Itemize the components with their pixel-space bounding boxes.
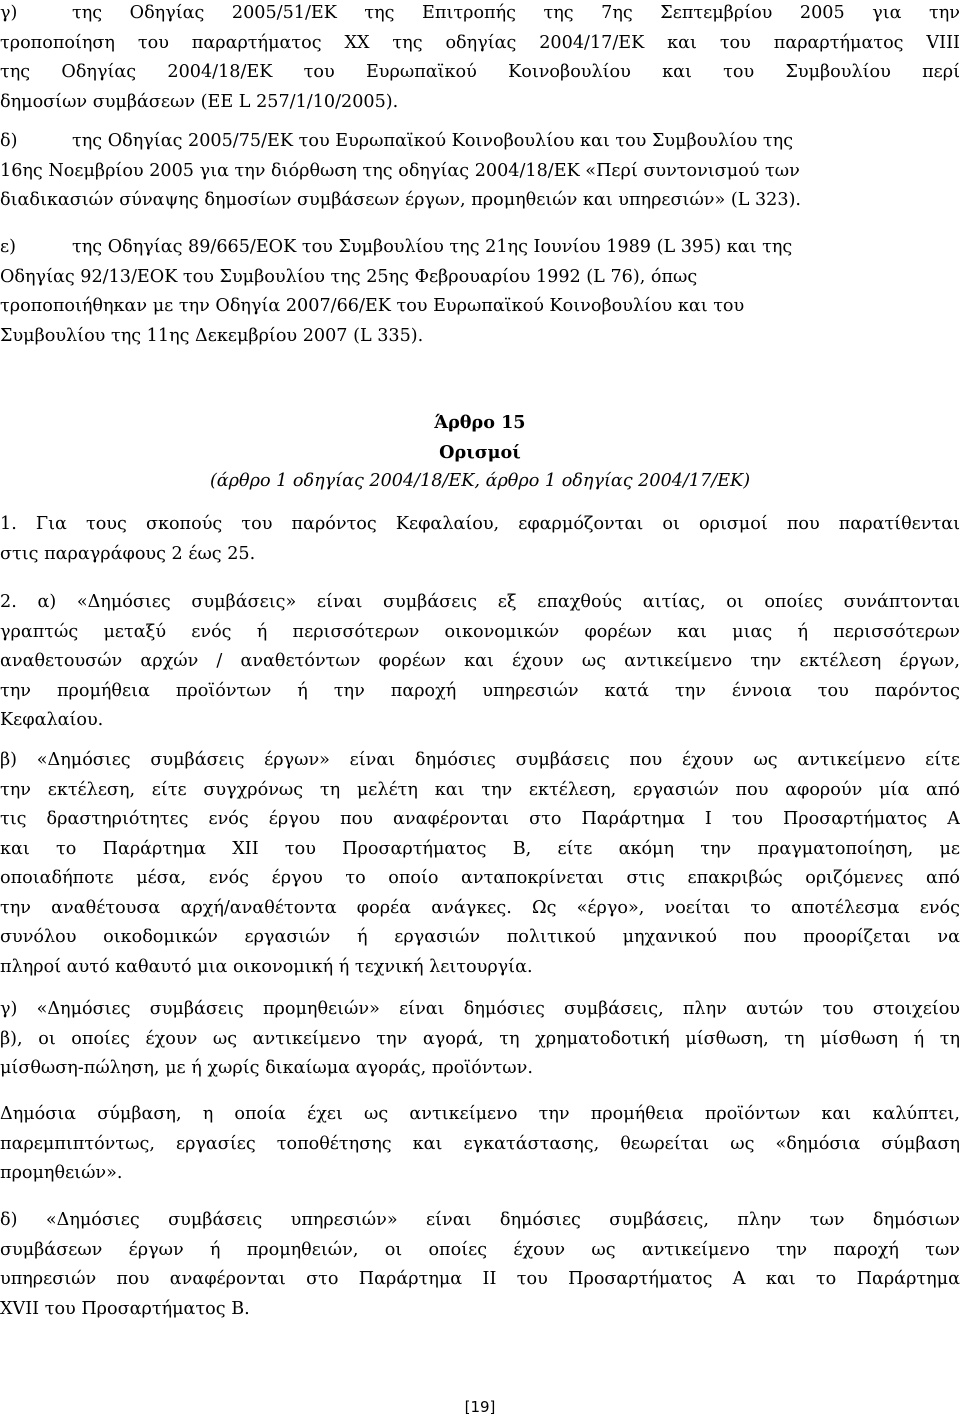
item-label: γ) — [0, 3, 18, 23]
text-line: γραπτώς μεταξύ ενός ή περισσότερων οικονομικών φορέων και μιας ή περισσότερων — [0, 621, 960, 642]
article-heading — [0, 408, 960, 497]
text-line: τροποποίηση του παραρτήματος XX της οδηγίας 2004/17/ΕΚ και του παραρτήματος VIII — [0, 32, 960, 53]
text-line: τις δραστηριότητες ενός έργου που αναφέρονται στο Παράρτημα I του Προσαρτήματος Α — [0, 809, 960, 829]
text-line: διαδικασιών σύναψης δημοσίων συμβάσεων έργων, προμηθειών και υπηρεσιών» (L 323). — [0, 190, 802, 210]
text-line: δ) της Οδηγίας 2005/75/ΕΚ του Ευρωπαϊκού Κοινοβουλίου και του Συμβουλίου της — [0, 127, 960, 157]
list-item-g — [0, 0, 960, 117]
text-line: παρεμπιπτόντως, εργασίες τοποθέτησης και εγκατάστασης, θεωρείται ως «δημόσια σύμβαση — [0, 1133, 960, 1154]
text-line: στις παραγράφους 2 έως 25. — [0, 543, 256, 564]
paragraph-2c-note — [0, 1100, 960, 1189]
text-line: Οδηγίας 92/13/ΕΟΚ του Συμβουλίου της 25ης Φεβρουαρίου 1992 (L 76), όπως — [0, 266, 698, 287]
text-line: αναθετουσών αρχών / αναθετόντων φορέων και έχουν ως αντικείμενο την εκτέλεση έργων, — [0, 651, 960, 671]
article-number: Άρθρο 15 — [434, 412, 526, 433]
text-line: 1. Για τους σκοπούς του παρόντος Κεφαλαίου, εφαρμόζονται οι ορισμοί που παρατίθενται — [0, 514, 960, 534]
paragraph-2a — [0, 588, 960, 736]
paragraph-2d — [0, 1206, 960, 1324]
text-line: Κεφαλαίου. — [0, 710, 104, 730]
article-reference: (άρθρο 1 οδηγίας 2004/18/ΕΚ, άρθρο 1 οδηγίας 2004/17/ΕΚ) — [209, 471, 751, 491]
text-line: υπηρεσιών που αναφέρονται στο Παράρτημα II του Προσαρτήματος Α και το Παράρτημα — [0, 1269, 960, 1289]
text-line: οποιαδήποτε μέσα, ενός έργου το οποίο ανταποκρίνεται στις επακριβώς οριζόμενες από — [0, 868, 960, 888]
text-line: γ) της Οδηγίας 2005/51/ΕΚ της Επιτροπής της 7ης Σεπτεμβρίου 2005 για την — [0, 0, 960, 29]
item-label: ε) — [0, 237, 16, 257]
item-label: δ) — [0, 131, 18, 151]
text-line: προμηθειών». — [0, 1163, 123, 1183]
text-line: της Οδηγίας 2004/18/ΕΚ του Ευρωπαϊκού Κοινοβουλίου και του Συμβουλίου περί — [0, 62, 960, 82]
text-line: τροποποιήθηκαν με την Οδηγία 2007/66/ΕΚ του Ευρωπαϊκού Κοινοβουλίου και του — [0, 296, 745, 316]
paragraph-1 — [0, 510, 960, 569]
list-item-d — [0, 127, 960, 216]
text-line: συμβάσεων έργων ή προμηθειών, οι οποίες έχουν ως αντικείμενο την παροχή των — [0, 1239, 960, 1260]
text-line: β) «Δημόσιες συμβάσεις έργων» είναι δημόσιες συμβάσεις που έχουν ως αντικείμενο είτε — [0, 750, 960, 770]
text-line: και το Παράρτημα XII του Προσαρτήματος Β, είτε ακόμη την πραγματοποίηση, με — [0, 838, 960, 859]
paragraph-2c — [0, 995, 960, 1084]
text-line: 16ης Νοεμβρίου 2005 για την διόρθωση της οδηγίας 2004/18/ΕΚ «Περί συντονισμού των — [0, 160, 800, 181]
text-line: συνόλου οικοδομικών εργασιών ή εργασιών πολιτικού μηχανικού που προορίζεται να — [0, 927, 960, 947]
list-item-e — [0, 233, 960, 351]
text-line: ε) της Οδηγίας 89/665/ΕΟΚ του Συμβουλίου της 21ης Ιουνίου 1989 (L 395) και της — [0, 233, 960, 263]
paragraph-2b — [0, 746, 960, 982]
text-line: 2. α) «Δημόσιες συμβάσεις» είναι συμβάσεις εξ επαχθούς αιτίας, οι οποίες συνάπτονται — [0, 592, 960, 612]
text-line: την εκτέλεση, είτε συγχρόνως τη μελέτη και την εκτέλεση, εργασιών που αφορούν μία από — [0, 779, 960, 800]
text-line: Συμβουλίου της 11ης Δεκεμβρίου 2007 (L 335). — [0, 325, 424, 346]
text-line: β), οι οποίες έχουν ως αντικείμενο την αγορά, τη χρηματοδοτική μίσθωση, τη μίσθωση ή τη — [0, 1028, 960, 1049]
text-line: Δημόσια σύμβαση, η οποία έχει ως αντικείμενο την προμήθεια προϊόντων και καλύπτει, — [0, 1104, 960, 1124]
article-title: Ορισμοί — [439, 441, 521, 463]
text-line: δημοσίων συμβάσεων (ΕΕ L 257/1/10/2005). — [0, 91, 399, 112]
text-line: μίσθωση-πώληση, με ή χωρίς δικαίωμα αγοράς, προϊόντων. — [0, 1058, 533, 1078]
text-line: την προμήθεια προϊόντων ή την παροχή υπηρεσιών κατά την έννοια του παρόντος — [0, 680, 960, 701]
text-line: XVII του Προσαρτήματος Β. — [0, 1298, 250, 1319]
page-number: [19] — [464, 1398, 496, 1416]
text-line: δ) «Δημόσιες συμβάσεις υπηρεσιών» είναι δημόσιες συμβάσεις, πλην των δημόσιων — [0, 1210, 960, 1230]
text-line: γ) «Δημόσιες συμβάσεις προμηθειών» είναι δημόσιες συμβάσεις, πλην αυτών του στοιχείου — [0, 999, 960, 1019]
text-line: πληροί αυτό καθαυτό μια οικονομική ή τεχνική λειτουργία. — [0, 956, 533, 977]
text-line: την αναθέτουσα αρχή/αναθέτοντα φορέα ανάγκες. Ως «έργο», νοείται το αποτέλεσμα ενός — [0, 897, 960, 918]
